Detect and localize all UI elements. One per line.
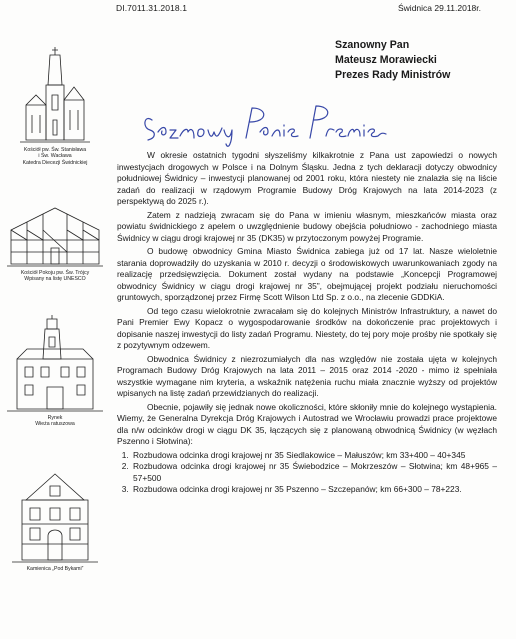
letter-body [117, 150, 497, 496]
cathedral-caption-3: Katedra Diecezji Świdnickiej [22, 159, 88, 166]
addressee-line-2: Mateusz Morawiecki [335, 54, 437, 66]
paragraph-2: Zatem z nadzieją zwracam się do Pana w imieniu własnym, mieszkańców miasta oraz powiatu świdnickiego z apelem o uwzględnienie budowy obejścia południowo - zachodniego miasta Świdnicy w ciągu drogi krajowej nr 35 (DK35) w przytoczonym powyżej Programie. [117, 209, 497, 243]
handwritten-salutation [140, 98, 390, 148]
tenement-caption-1: Kamienica „Pod Bykami” [26, 566, 84, 572]
sidebar-item-tenement [0, 470, 110, 572]
paragraph-3: O budowę obwodnicy Gmina Miasto Świdnica zabiega już od 17 lat. Nasze wieloletnie starania doprowadziły do uzyskania w 2010 r. decyzji o środowiskowych uwarunkowaniach zgody na realizację przedsięwzięcia. Dokument został wydany na podstawie „Koncepcji Programowej obwodnicy Świdnicy w ciągu drogi krajowej nr 35”, obejmującej projekt podziału nieruchomości gruntowych, sporządzonej przez Firmę Scott Wilson Ltd Sp. z o.o., na zlecenie GDDKiA. [117, 246, 497, 302]
town-hall-icon [7, 315, 103, 413]
tenement-icon [12, 470, 98, 564]
cathedral-caption-2: i Św. Wacława [38, 153, 72, 160]
paragraph-5: Obwodnica Świdnicy z niezrozumiałych dla nas względów nie została ujęta w kolejnych Programach Budowy Dróg Krajowych na lata 2011 – 2015 oraz 2014 -2020 - mimo iż spełniała wszystkie wymagane nim kryteria, a wskaźnik natężenia ruchu miała znacznie wyższy od projektów wpisanych na listę zadań przewidzianych do realizacji. [117, 353, 497, 398]
city-landmarks-sidebar [0, 40, 110, 600]
peace-church-caption-2: Wpisany na listę UNESCO [24, 276, 86, 283]
reference-number: DI.7011.31.2018.1 [116, 3, 188, 13]
sidebar-item-peace-church [0, 200, 110, 283]
paragraph-1: W okresie ostatnich tygodni słyszeliśmy kilkakrotnie z Pana ust zapowiedzi o nowych inwestycjach drogowych w Polsce i na Dolnym Śląsku. Jedna z tych deklaracji dotyczy obwodnicy południowej Świdnicy – inwestycji planowanej od 2001 roku, która niestety nie znalazła się na liście zadań do realizacji w rządowym Programie Budowy Dróg Krajowych na lata 2014-2023 (z perspektywą do 2025 r.). [117, 150, 497, 206]
list-item: 1. Rozbudowa odcinka drogi krajowej nr 35 Siedlakowice – Małuszów; km 33+400 – 40+345 [131, 450, 497, 462]
timber-church-icon [7, 200, 103, 268]
place-date: Świdnica 29.11.2018r. [398, 3, 482, 13]
town-hall-caption-1: Rynek [47, 415, 63, 421]
addressee-line-1: Szanowny Pan [335, 39, 410, 51]
church-icon [20, 45, 90, 145]
town-hall-caption-2: Wieża ratuszowa [35, 421, 75, 428]
addressee-line-3: Prezes Rady Ministrów [335, 69, 451, 81]
paragraph-6: Obecnie, pojawiły się jednak nowe okoliczności, które skłoniły mnie do kolejnego wystąpienia. Wiemy, że Generalna Dyrekcja Dróg Krajowych i Autostrad we Wrocławiu prowadzi prace projektowe dla n/w odcinków drogi w ciągu DK 35, łączących się z planowaną obwodnicą Świdnicy (w węzłach Pszenno i Słotwina): [117, 401, 497, 446]
paragraph-4: Od tego czasu wielokrotnie zwracałam się do kolejnych Ministrów Infrastruktury, a nawet do Pani Premier Ewy Kopacz o wygospodarowanie środków na dokończenie prac projektowych i dopisanie naszej inwestycji do listy zadań Programu. Niestety, do tej pory moje prośby nie spotkały się z pozytywnym odzewem. [117, 305, 497, 350]
list-item: 2. Rozbudowa odcinka drogi krajowej nr 35 Świebodzice – Mokrzeszów – Słotwina; km 48+965 – 57+500 [131, 461, 497, 484]
cathedral-caption-1: Kościół pw. Św. Stanisława [23, 147, 87, 153]
sidebar-item-town-hall [0, 315, 110, 428]
peace-church-caption-1: Kościół Pokoju pw. Św. Trójcy [20, 270, 90, 276]
sidebar-item-cathedral [0, 45, 110, 166]
list-item: 3. Rozbudowa odcinka drogi krajowej nr 35 Pszenno – Szczepanów; km 66+300 – 78+223. [131, 484, 497, 496]
addressee-block [335, 38, 450, 83]
road-sections-list [117, 450, 497, 496]
